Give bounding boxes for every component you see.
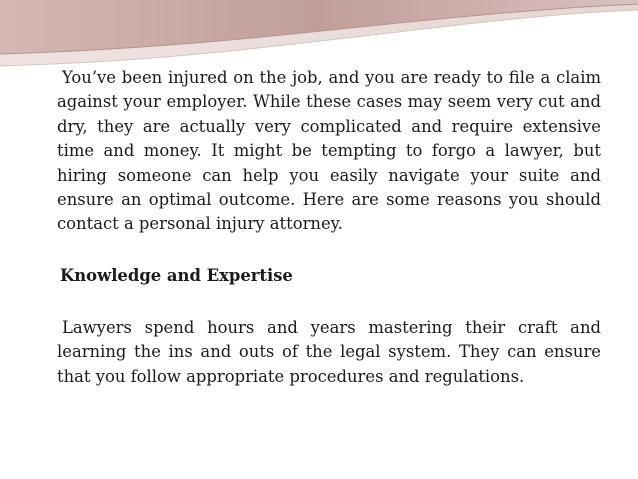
section-paragraph: Lawyers spend hours and years mastering their craft and learning the ins and outs of the legal system. They can ensure that you follow appropriate procedures and regulations. <box>57 317 601 386</box>
slide-content <box>57 66 601 389</box>
section-heading: Knowledge and Expertise <box>60 265 293 285</box>
intro-paragraph: You’ve been injured on the job, and you are ready to file a claim against your employer. While these cases may seem very cut and dry, they are actually very complicated and require extensive time and money. It might be tempting to forgo a lawyer, but hiring someone can help you easily navigate your suite and ensure an optimal outcome. Here are some reasons you should contact a personal injury attorney. <box>57 68 601 234</box>
